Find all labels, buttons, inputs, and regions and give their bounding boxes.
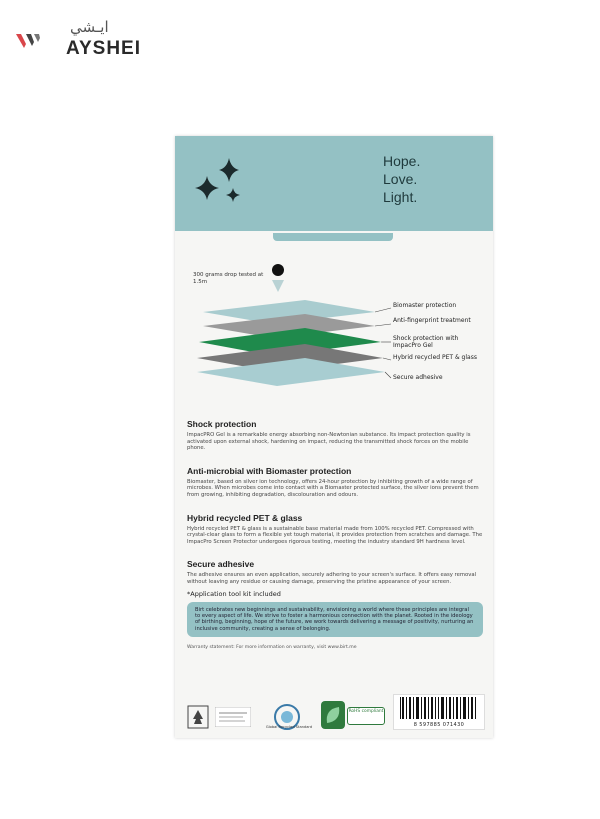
tagline [383, 152, 473, 206]
warranty-note: Warranty statement: For more information on warranty, visit www.birt.me [187, 645, 357, 651]
rohs-label: RoHS compliant [348, 709, 384, 714]
kit-note: *Application tool kit included [187, 589, 281, 598]
barcode [393, 694, 485, 730]
feature-text [187, 419, 483, 650]
barcode-number: 8 597885 071430 [413, 722, 465, 728]
label-biomaster: Biomaster protection [393, 302, 457, 309]
drop-test-label: 300 grams drop tested at 1.5m [193, 272, 264, 285]
screen-protector-package [175, 136, 493, 738]
tagline-hope: Hope. [383, 153, 421, 169]
ayshei-logo-mark-icon [12, 28, 50, 54]
section-body: Hybrid recycled PET & glass is a sustainable base material made from 100% recycled PET. Compressed with crystal-clear glass to form a flexible yet tough material, it provides protection from scratches and damage. The ImpacPro Screen Protector undergoes rigorous testing, meeting the industry standard 9H hardness level. [187, 525, 483, 545]
grs-label: Global Recycled Standard [265, 725, 313, 729]
tagline-light: Light. [383, 189, 418, 205]
drop-arrow-icon [272, 280, 284, 292]
logo-arabic-text: ايـشي [70, 18, 109, 36]
logo-name: AYSHEI [66, 38, 141, 59]
section-title: Anti-microbial with Biomaster protection [187, 465, 352, 476]
section-title: Hybrid recycled PET & glass [187, 512, 303, 523]
leaf-eco-icon [321, 701, 345, 729]
section-title: Shock protection [187, 419, 257, 429]
section-body: Biomaster, based on silver ion technology, offers 24-hour protection by inhibiting growth of a wide range of microbes. When microbes come into contact with a Biomaster protected surface, the silver ions prevent them from growing, inhibiting degradation, discolouration and odours. [187, 478, 479, 498]
section-title: Secure adhesive [187, 559, 255, 570]
label-anti-fingerprint: Anti-fingerprint treatment [393, 317, 471, 324]
label-shock: Shock protection with ImpacPro Gel [393, 335, 459, 349]
mission-box: Birt celebrates new beginnings and sustainability, envisioning a world where these principles are integral to every aspect of life. We strive to foster a harmonious connection with the planet. Rooted in the ideology of birthing, beginning, hope of the future, we work towards delivering a message of positivity, nurturing an inclusive community, creating a sense of belonging. [187, 602, 483, 638]
section-body: ImpacPRO Gel is a remarkable energy absorbing non-Newtonian substance. Its impact protection quality is activated upon external shock, hardening on impact, reducing the transmitted shock forces on the mobile phone. [187, 432, 471, 452]
fsc-label-icon [215, 707, 251, 727]
barcode-bars-icon [394, 697, 484, 723]
drop-ball [272, 264, 284, 276]
label-adhesive: Secure adhesive [393, 374, 443, 381]
hang-tab [273, 233, 393, 241]
label-pet-glass: Hybrid recycled PET & glass [393, 354, 477, 361]
section-body: The adhesive ensures an even application, securely adhering to your screen's surface. It offers easy removal without leaving any residue or causing damage, preserving the pristine appearance of your screen. [187, 572, 477, 585]
tagline-love: Love. [383, 171, 418, 187]
ayshei-logo [12, 18, 142, 62]
rohs-badge [347, 707, 385, 725]
sparkle-stars-icon [193, 154, 253, 214]
fsc-icon [187, 705, 209, 729]
